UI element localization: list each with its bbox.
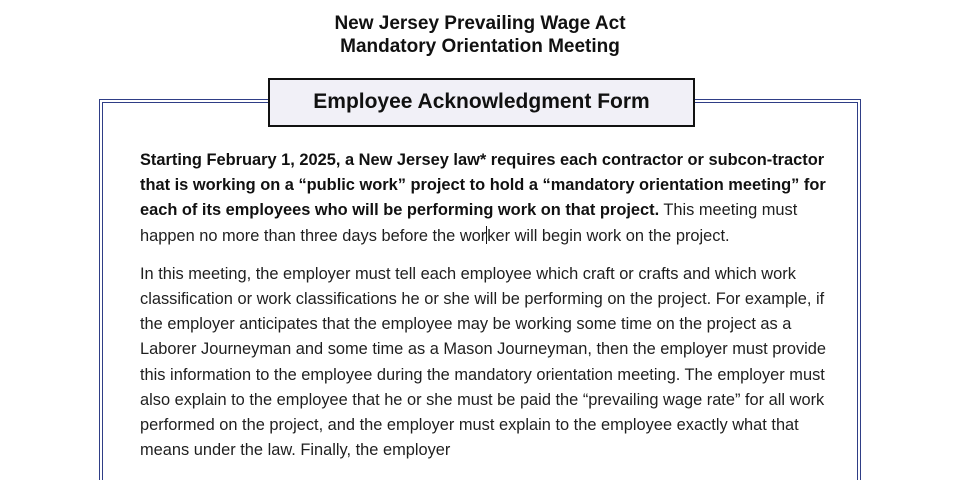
intro-regular-text-part-1: This meeting must happen no more than three days before the wor <box>140 201 798 245</box>
intro-paragraph <box>140 148 830 249</box>
form-title: Employee Acknowledgment Form <box>313 90 650 113</box>
intro-regular-text-part-2: ker will begin work on the project. <box>487 226 730 245</box>
intro-bold-text: Starting February 1, 2025, a New Jersey law* requires each contractor or subcon-tractor that is working on a “public work” project to hold a “mandatory orientation meeting” for each of its employees who will be performing work on that project. <box>140 151 826 220</box>
header-title-line-2: Mandatory Orientation Meeting <box>340 36 620 57</box>
document-header <box>0 12 960 58</box>
explanation-paragraph: In this meeting, the employer must tell each employee which craft or crafts and which work classification or work classifications he or she will be performing on the project. For example, if the employer anticipates that the employee may be working some time on the project as a Laborer Journeyman and some time as a Mason Journeyman, then the employer must provide this information to the employee during the mandatory orientation meeting. The employer must also explain to the employee that he or she must be paid the “prevailing wage rate” for all work performed on the project, and the employer must explain to the employee exactly what that means under the law. Finally, the employer <box>140 264 827 460</box>
header-title-line-1: New Jersey Prevailing Wage Act <box>334 13 626 34</box>
form-title-box <box>268 78 695 127</box>
form-body <box>140 148 830 463</box>
